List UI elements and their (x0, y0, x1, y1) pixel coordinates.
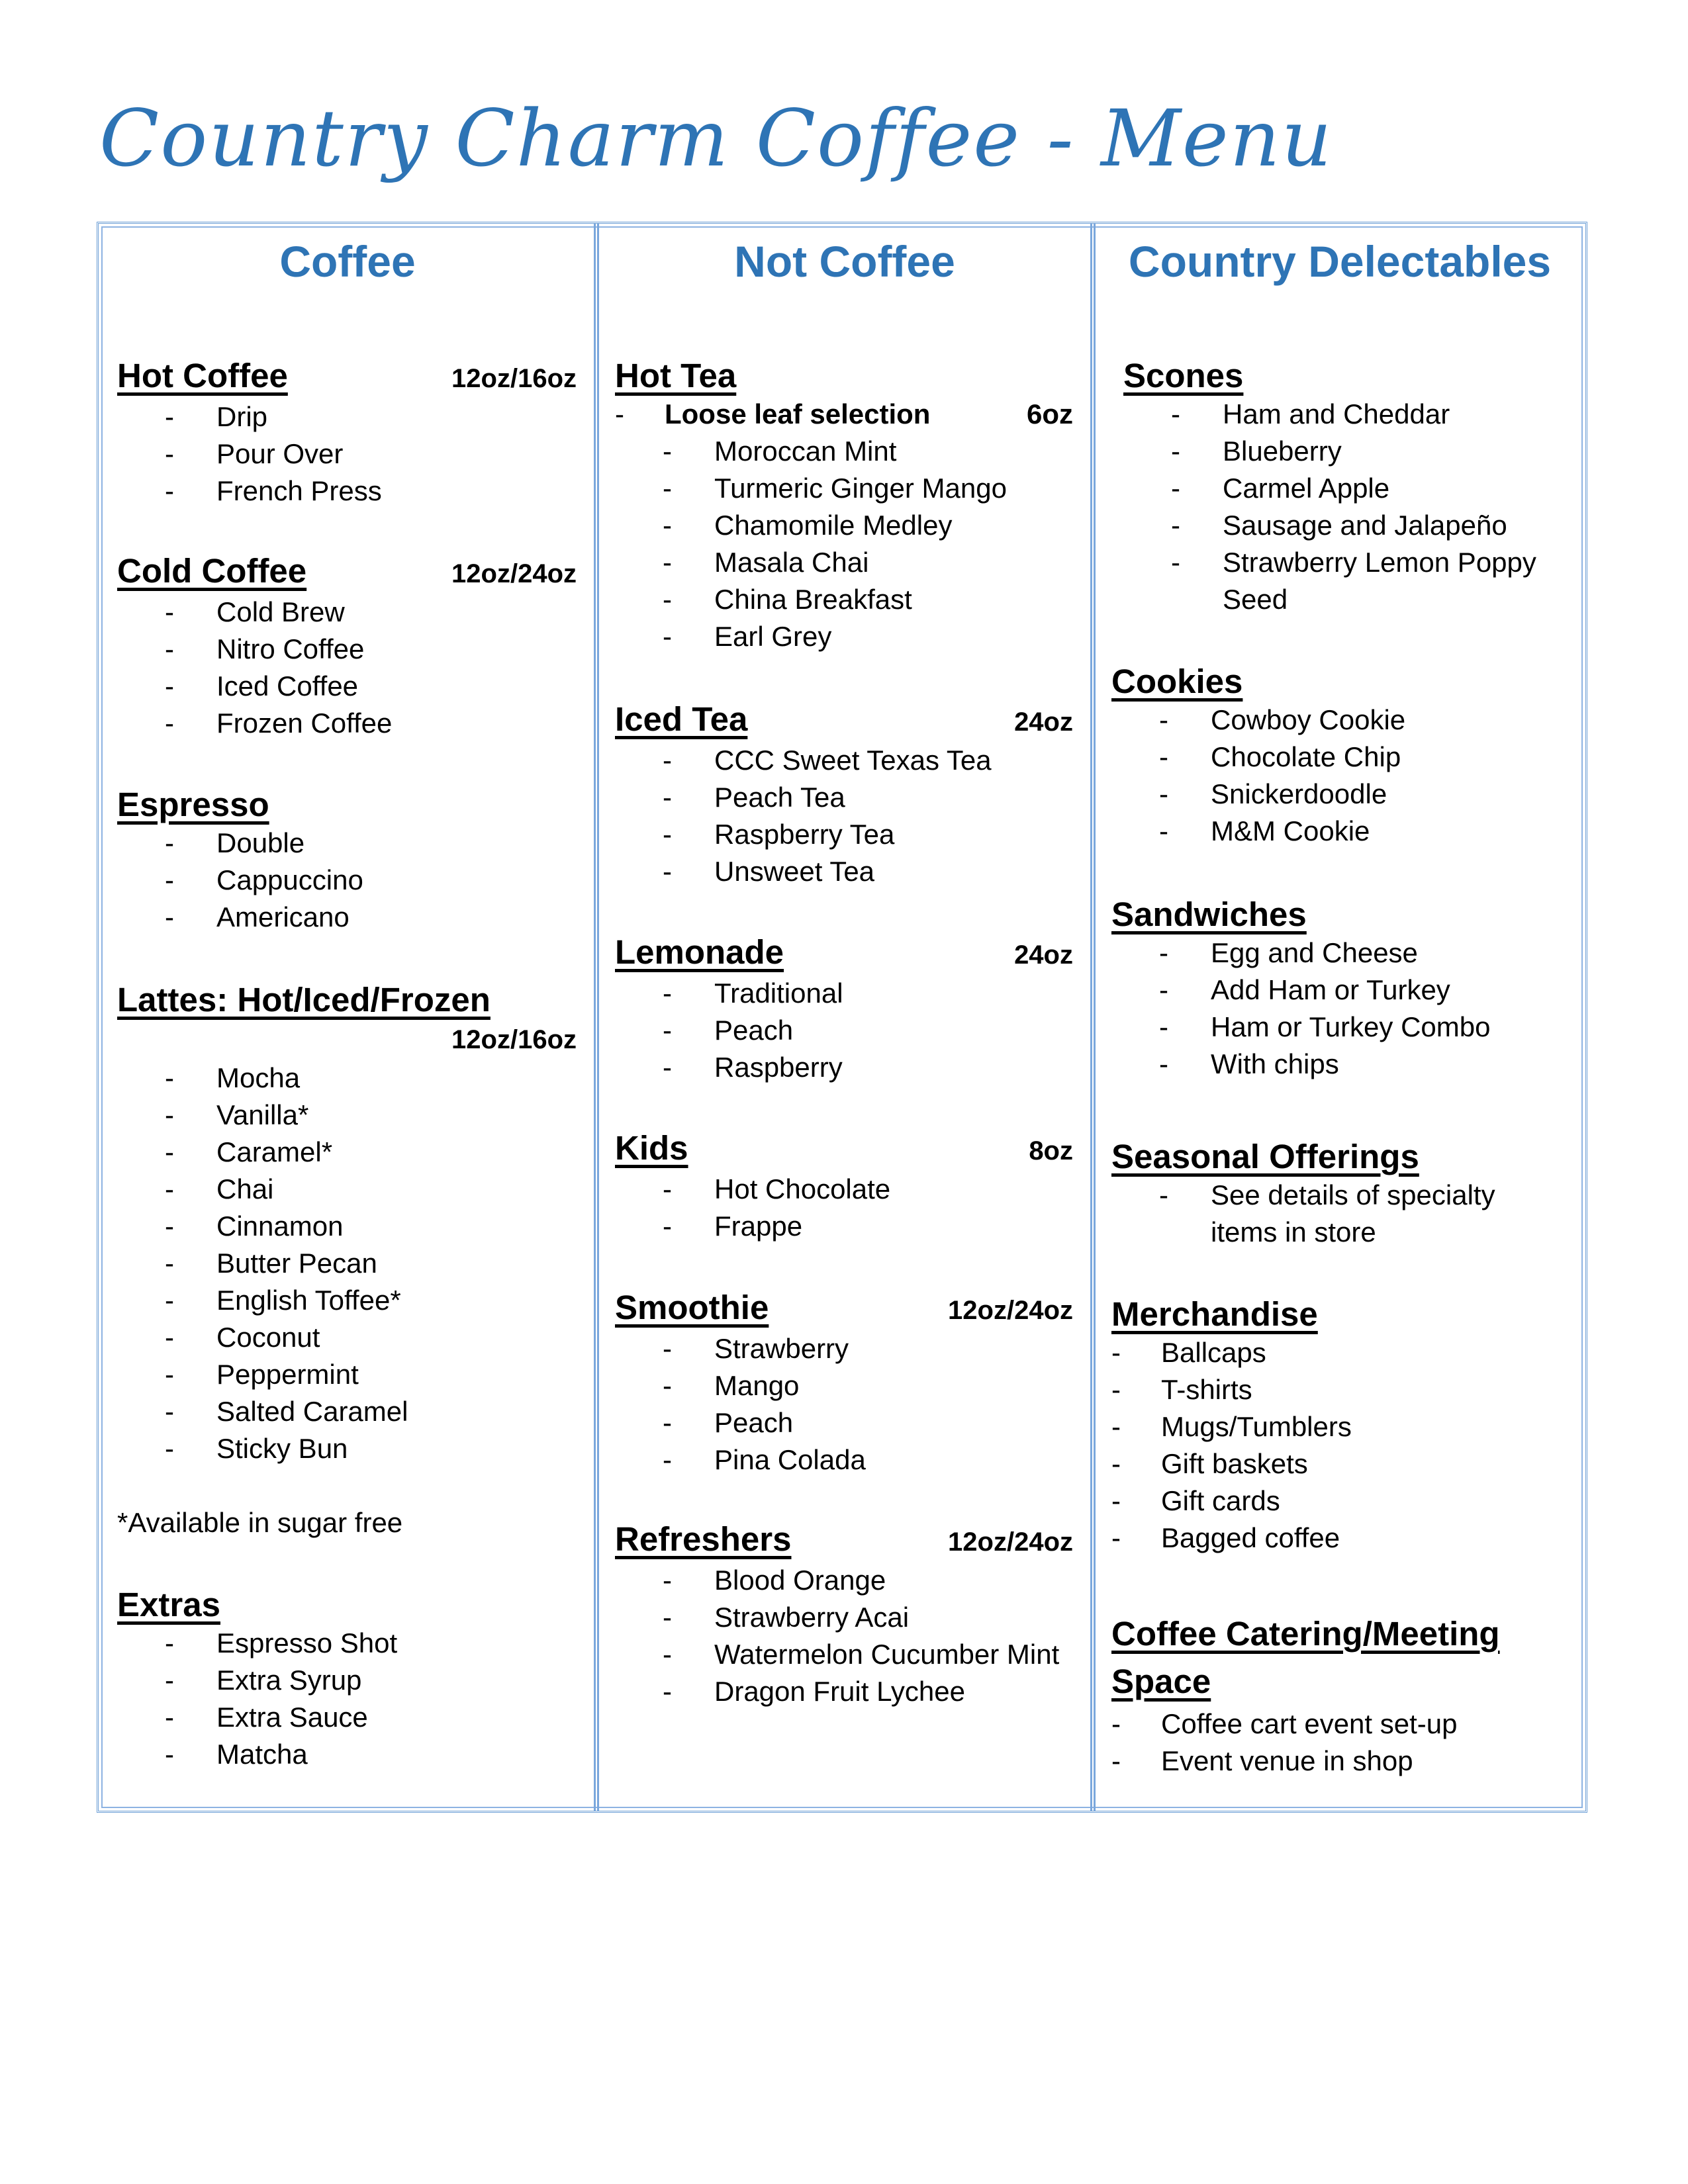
menu-item-label: Cappuccino (216, 864, 363, 895)
sugar-free-note (117, 1504, 577, 1541)
menu-item (117, 1134, 577, 1171)
dash-bullet: - (165, 707, 174, 739)
dash-bullet: - (1111, 1337, 1121, 1368)
dash-bullet: - (165, 901, 174, 933)
item-list (615, 742, 1073, 890)
menu-item (615, 507, 1073, 544)
menu-item (615, 544, 1073, 581)
dash-bullet: - (1171, 510, 1180, 541)
item-list (615, 975, 1073, 1086)
menu-item-label: English Toffee* (216, 1285, 401, 1316)
menu-item (1111, 739, 1567, 776)
menu-item (1111, 776, 1567, 813)
dash-bullet: - (663, 510, 672, 541)
item-list (1111, 702, 1567, 850)
menu-item-label: Double (216, 827, 305, 858)
menu-item (615, 470, 1073, 507)
menu-item-label: Ham and Cheddar (1223, 398, 1450, 430)
dash-bullet: - (165, 1173, 174, 1205)
menu-item-label: Vanilla* (216, 1099, 309, 1130)
dash-bullet: - (1159, 704, 1168, 735)
menu-item (1111, 1482, 1567, 1520)
menu-item-label: Peach (714, 1407, 794, 1438)
menu-item-label: Hot Chocolate (714, 1173, 891, 1205)
section-title: Merchandise (1111, 1295, 1318, 1333)
item-list (117, 825, 577, 936)
menu-item (615, 853, 1073, 890)
dash-bullet: - (1159, 778, 1168, 809)
dash-bullet: - (615, 398, 624, 430)
item-list (615, 1171, 1073, 1245)
section-title: Lemonade (615, 933, 784, 971)
column-heading: Coffee (279, 237, 416, 286)
dash-bullet: - (663, 1444, 672, 1475)
section-lattes (117, 980, 577, 1467)
section-title: Scones (1123, 357, 1244, 394)
menu-item-label: French Press (216, 475, 382, 506)
menu-item-label: Caramel* (216, 1136, 333, 1167)
dash-bullet: - (663, 745, 672, 776)
menu-item-label: Mocha (216, 1062, 301, 1093)
section-merchandise (1111, 1295, 1567, 1557)
menu-item (117, 1393, 577, 1430)
dash-bullet: - (663, 1407, 672, 1438)
dash-bullet: - (663, 621, 672, 652)
dash-bullet: - (663, 1602, 672, 1633)
menu-item-label: Americano (216, 901, 350, 933)
item-list (1111, 1334, 1567, 1557)
item-list (1111, 1706, 1567, 1780)
dash-bullet: - (165, 1664, 174, 1696)
menu-item (615, 1636, 1073, 1673)
menu-item (615, 618, 1073, 655)
menu-item-label: Peach Tea (714, 782, 845, 813)
menu-item (117, 1699, 577, 1736)
menu-item (615, 1599, 1073, 1636)
dash-bullet: - (663, 782, 672, 813)
dash-bullet: - (663, 1210, 672, 1242)
dash-bullet: - (1159, 815, 1168, 846)
dash-bullet: - (1111, 1708, 1121, 1739)
menu-item (117, 1171, 577, 1208)
menu-item (117, 825, 577, 862)
dash-bullet: - (1111, 1485, 1121, 1516)
item-list (1123, 396, 1567, 618)
dash-bullet: - (663, 978, 672, 1009)
dash-bullet: - (663, 547, 672, 578)
menu-item-label: With chips (1211, 1048, 1339, 1079)
menu-item (615, 1171, 1073, 1208)
dash-bullet: - (663, 819, 672, 850)
loose-leaf-subhead (615, 396, 1073, 433)
menu-item-label: CCC Sweet Texas Tea (714, 745, 992, 776)
item-list (117, 594, 577, 742)
menu-item (1111, 1009, 1567, 1046)
dash-bullet: - (663, 435, 672, 467)
section-title: Lattes: Hot/Iced/Frozen (117, 981, 491, 1019)
subhead-label: Loose leaf selection (665, 398, 931, 430)
section-scones (1123, 356, 1567, 618)
menu-item-label: M&M Cookie (1211, 815, 1370, 846)
dash-bullet: - (165, 1739, 174, 1770)
menu-item-label: Frozen Coffee (216, 707, 393, 739)
dash-bullet: - (165, 1099, 174, 1130)
menu-item-label: Egg and Cheese (1211, 937, 1418, 968)
menu-item (615, 581, 1073, 618)
menu-item-label: Mango (714, 1370, 800, 1401)
menu-item-label: Extra Syrup (216, 1664, 362, 1696)
dash-bullet: - (165, 1248, 174, 1279)
dash-bullet: - (165, 596, 174, 627)
column-not-coffee (596, 224, 1093, 1811)
dash-bullet: - (1111, 1522, 1121, 1553)
dash-bullet: - (1171, 435, 1180, 467)
section-lemonade (615, 933, 1073, 1086)
column-heading: Country Delectables (1128, 237, 1552, 286)
section-refreshers (615, 1520, 1073, 1710)
menu-item-label: Strawberry Lemon Poppy Seed (1223, 547, 1536, 615)
dash-bullet: - (663, 584, 672, 615)
menu-item-label: Add Ham or Turkey (1211, 974, 1450, 1005)
menu-item (1111, 1046, 1567, 1083)
menu-item-label: Peppermint (216, 1359, 359, 1390)
menu-item-label: Masala Chai (714, 547, 869, 578)
menu-item (1111, 1371, 1567, 1408)
menu-item (1111, 972, 1567, 1009)
menu-item (117, 594, 577, 631)
dash-bullet: - (165, 827, 174, 858)
size-label: 24oz (1014, 940, 1073, 970)
menu-item (615, 1049, 1073, 1086)
menu-item (615, 742, 1073, 779)
menu-item-label: Peach (714, 1015, 794, 1046)
menu-item (1111, 1520, 1567, 1557)
menu-item-label: Snickerdoodle (1211, 778, 1387, 809)
menu-item (117, 1736, 577, 1773)
menu-item (1123, 396, 1567, 433)
dash-bullet: - (1171, 547, 1180, 578)
menu-item-label: Pour Over (216, 438, 344, 469)
menu-item-label: Moroccan Mint (714, 435, 897, 467)
menu-item-label: Earl Grey (714, 621, 832, 652)
section-title: Refreshers (615, 1520, 792, 1558)
dash-bullet: - (663, 1015, 672, 1046)
menu-item (615, 1012, 1073, 1049)
dash-bullet: - (1111, 1374, 1121, 1405)
size-label: 6oz (1026, 398, 1073, 430)
dash-bullet: - (1159, 1011, 1168, 1042)
section-title: Cold Coffee (117, 552, 307, 590)
menu-item-label: Sticky Bun (216, 1433, 348, 1464)
dash-bullet: - (663, 1052, 672, 1083)
item-list (117, 1060, 577, 1467)
menu-item (1111, 1706, 1567, 1743)
menu-item (615, 1562, 1073, 1599)
size-label: 12oz/16oz (451, 1025, 577, 1054)
menu-item-label: Chamomile Medley (714, 510, 953, 541)
menu-item-label: Frappe (714, 1210, 803, 1242)
menu-item (615, 1208, 1073, 1245)
menu-item (117, 1430, 577, 1467)
menu-item (1111, 1334, 1567, 1371)
menu-item (1123, 470, 1567, 507)
section-title: Smoothie (615, 1289, 769, 1326)
menu-item-label: Carmel Apple (1223, 473, 1390, 504)
column-coffee (99, 224, 596, 1811)
menu-item-label: Cold Brew (216, 596, 345, 627)
dash-bullet: - (663, 1565, 672, 1596)
size-label: 12oz/24oz (948, 1527, 1073, 1557)
menu-item-label: Pina Colada (714, 1444, 866, 1475)
dash-bullet: - (165, 864, 174, 895)
column-heading: Not Coffee (734, 237, 955, 286)
section-title: Cookies (1111, 662, 1243, 700)
menu-item-label: T-shirts (1161, 1374, 1252, 1405)
menu-item-label: Mugs/Tumblers (1161, 1411, 1352, 1442)
menu-item (117, 435, 577, 473)
menu-item-label: Unsweet Tea (714, 856, 875, 887)
menu-item (615, 975, 1073, 1012)
column-country-delectables (1093, 224, 1587, 1811)
dash-bullet: - (663, 856, 672, 887)
menu-item-label: Nitro Coffee (216, 633, 365, 664)
dash-bullet: - (165, 633, 174, 664)
dash-bullet: - (1159, 741, 1168, 772)
dash-bullet: - (165, 401, 174, 432)
menu-item-label: Turmeric Ginger Mango (714, 473, 1007, 504)
menu-item-label: Sausage and Jalapeño (1223, 510, 1507, 541)
menu-item-label: Ballcaps (1161, 1337, 1266, 1368)
menu-item (1111, 1445, 1567, 1482)
item-list (615, 1562, 1073, 1710)
menu-item (117, 631, 577, 668)
menu-item-label: Blood Orange (714, 1565, 886, 1596)
menu-item (615, 1367, 1073, 1404)
dash-bullet: - (663, 1333, 672, 1364)
menu-item-label: Chai (216, 1173, 274, 1205)
item-list (615, 433, 1073, 655)
menu-item-label: See details of specialty items in store (1211, 1179, 1495, 1248)
menu-item-label: Coconut (216, 1322, 320, 1353)
menu-item (117, 473, 577, 510)
menu-table (97, 222, 1587, 1813)
menu-item (615, 1441, 1073, 1479)
menu-title: Country Charm Coffee - Menu (99, 93, 1333, 184)
section-extras (117, 1585, 577, 1773)
section-iced-tea (615, 700, 1073, 890)
menu-item-label: Cinnamon (216, 1210, 344, 1242)
menu-item (117, 862, 577, 899)
menu-item (615, 433, 1073, 470)
size-label: 24oz (1014, 707, 1073, 737)
menu-item-label: Strawberry (714, 1333, 849, 1364)
menu-item (117, 1319, 577, 1356)
section-espresso (117, 785, 577, 936)
item-list (117, 398, 577, 510)
dash-bullet: - (165, 475, 174, 506)
dash-bullet: - (663, 1676, 672, 1707)
menu-item-label: Espresso Shot (216, 1627, 398, 1659)
section-smoothie (615, 1288, 1073, 1479)
dash-bullet: - (1159, 937, 1168, 968)
dash-bullet: - (165, 1702, 174, 1733)
section-seasonal-offerings (1111, 1137, 1567, 1251)
dash-bullet: - (1111, 1745, 1121, 1776)
menu-item (117, 899, 577, 936)
dash-bullet: - (663, 1370, 672, 1401)
section-cookies (1111, 662, 1567, 850)
menu-item-label: Gift baskets (1161, 1448, 1308, 1479)
dash-bullet: - (663, 1173, 672, 1205)
menu-item-label: Salted Caramel (216, 1396, 408, 1427)
menu-item (615, 816, 1073, 853)
menu-item (117, 705, 577, 742)
section-catering (1111, 1610, 1567, 1780)
dash-bullet: - (165, 1433, 174, 1464)
menu-item (117, 1625, 577, 1662)
menu-item-label: Butter Pecan (216, 1248, 377, 1279)
size-label: 12oz/24oz (451, 559, 577, 588)
item-list (117, 1625, 577, 1773)
size-label: 12oz/16oz (451, 364, 577, 393)
menu-item (1123, 433, 1567, 470)
menu-item (117, 1282, 577, 1319)
menu-item (1123, 507, 1567, 544)
section-title: Iced Tea (615, 700, 748, 738)
dash-bullet: - (165, 670, 174, 702)
menu-item-label: Extra Sauce (216, 1702, 368, 1733)
section-title: Seasonal Offerings (1111, 1138, 1419, 1175)
section-sandwiches (1111, 895, 1567, 1083)
section-title: Hot Tea (615, 357, 737, 394)
menu-item-label: Strawberry Acai (714, 1602, 910, 1633)
dash-bullet: - (165, 1285, 174, 1316)
menu-item (117, 1356, 577, 1393)
menu-item (1111, 1408, 1567, 1445)
section-title: Extras (117, 1586, 220, 1623)
dash-bullet: - (165, 1396, 174, 1427)
menu-item-label: Raspberry Tea (714, 819, 895, 850)
dash-bullet: - (1171, 473, 1180, 504)
menu-item-label: Matcha (216, 1739, 308, 1770)
section-hot-tea (615, 356, 1073, 655)
menu-item-label: Watermelon Cucumber Mint (714, 1639, 1060, 1670)
menu-item (117, 1662, 577, 1699)
menu-item-label: Dragon Fruit Lychee (714, 1676, 965, 1707)
section-title: Espresso (117, 786, 269, 823)
menu-item (615, 1404, 1073, 1441)
item-list (615, 1330, 1073, 1479)
menu-item-label: China Breakfast (714, 584, 912, 615)
dash-bullet: - (1111, 1448, 1121, 1479)
menu-item (1111, 934, 1567, 972)
section-title: Kids (615, 1129, 688, 1167)
section-kids (615, 1128, 1073, 1245)
dash-bullet: - (1159, 974, 1168, 1005)
menu-item (117, 1097, 577, 1134)
dash-bullet: - (1111, 1411, 1121, 1442)
item-list (1111, 934, 1567, 1083)
menu-item (117, 668, 577, 705)
dash-bullet: - (165, 1136, 174, 1167)
menu-item (117, 398, 577, 435)
menu-item (1111, 702, 1567, 739)
footnote: *Available in sugar free (117, 1507, 403, 1538)
menu-item-label: Gift cards (1161, 1485, 1280, 1516)
menu-item-label: Event venue in shop (1161, 1745, 1413, 1776)
menu-item (1111, 1177, 1567, 1251)
menu-item (615, 1330, 1073, 1367)
menu-item-label: Traditional (714, 978, 843, 1009)
dash-bullet: - (1159, 1179, 1168, 1210)
size-label: 12oz/24oz (948, 1296, 1073, 1325)
dash-bullet: - (1171, 398, 1180, 430)
section-title: Coffee Catering/Meeting Space (1111, 1615, 1500, 1700)
dash-bullet: - (663, 473, 672, 504)
dash-bullet: - (1159, 1048, 1168, 1079)
section-hot-coffee (117, 356, 577, 510)
dash-bullet: - (165, 1359, 174, 1390)
menu-item-label: Ham or Turkey Combo (1211, 1011, 1491, 1042)
menu-item-label: Drip (216, 401, 268, 432)
menu-item (1123, 544, 1567, 618)
dash-bullet: - (165, 438, 174, 469)
menu-item (1111, 813, 1567, 850)
dash-bullet: - (165, 1322, 174, 1353)
menu-item-label: Raspberry (714, 1052, 843, 1083)
menu-item (615, 779, 1073, 816)
menu-item (1111, 1743, 1567, 1780)
dash-bullet: - (165, 1210, 174, 1242)
section-title: Sandwiches (1111, 895, 1307, 933)
section-cold-coffee (117, 551, 577, 742)
item-list (1111, 1177, 1567, 1251)
menu-item (615, 1673, 1073, 1710)
menu-item-label: Cowboy Cookie (1211, 704, 1406, 735)
dash-bullet: - (165, 1062, 174, 1093)
menu-item (117, 1060, 577, 1097)
size-label: 8oz (1029, 1136, 1073, 1165)
menu-item (117, 1245, 577, 1282)
menu-item-label: Coffee cart event set-up (1161, 1708, 1458, 1739)
dash-bullet: - (663, 1639, 672, 1670)
menu-item-label: Bagged coffee (1161, 1522, 1340, 1553)
dash-bullet: - (165, 1627, 174, 1659)
menu-item-label: Blueberry (1223, 435, 1342, 467)
section-title: Hot Coffee (117, 357, 288, 394)
menu-item-label: Iced Coffee (216, 670, 359, 702)
menu-item (117, 1208, 577, 1245)
menu-item-label: Chocolate Chip (1211, 741, 1401, 772)
